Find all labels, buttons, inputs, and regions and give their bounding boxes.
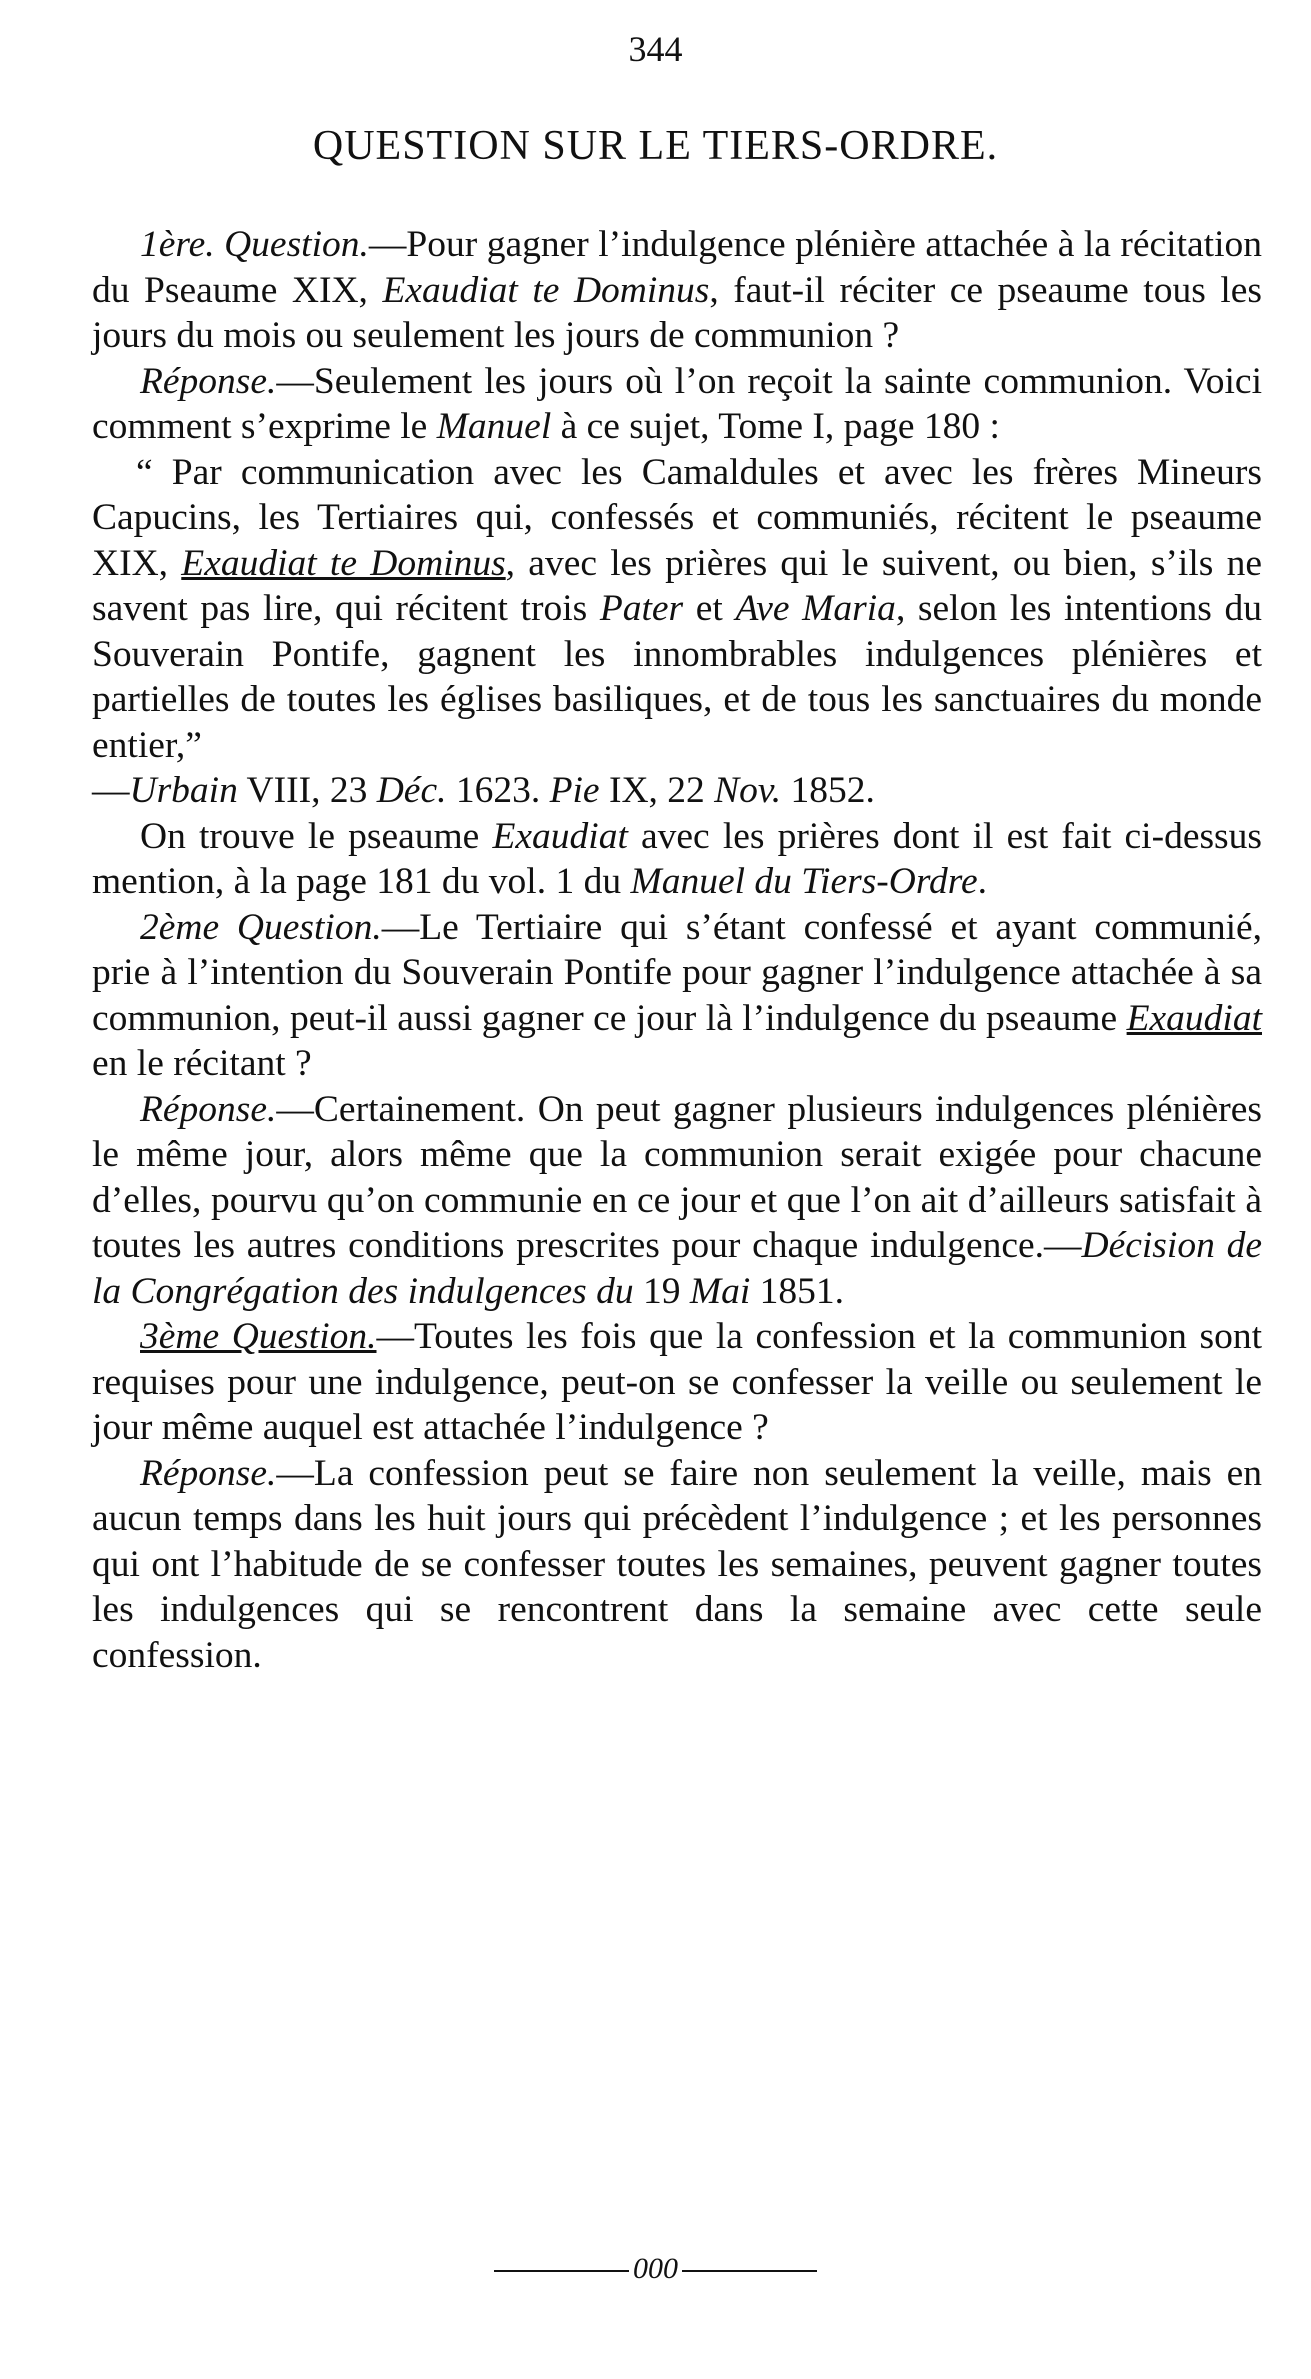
question-1 xyxy=(92,222,1262,359)
exaudiat-note-title: Exaudiat xyxy=(492,815,628,857)
question-3 xyxy=(92,1314,1262,1451)
question-1-psalm-title: Exaudiat te Dominus xyxy=(382,269,710,311)
answer-2-label: Réponse. xyxy=(140,1088,277,1130)
answer-1-manual: Manuel xyxy=(436,406,552,447)
question-1-text: —Pour gagner l’indulgence plénière attachée à la récitation du Pseaume XIX, xyxy=(92,224,1262,311)
quote-part-2: , avec les prières qui le suivent, ou bien, s’ils ne savent pas lire, qui récitent trois xyxy=(92,542,1262,629)
question-1-label: 1ère. Question. xyxy=(140,224,369,265)
exaudiat-note-text-2: avec les prières dont il est fait ci-dessus mention, à la page 181 du vol. 1 du xyxy=(92,815,1262,902)
page-number: 344 xyxy=(628,29,683,69)
answer-2-date: 19 xyxy=(633,1270,690,1312)
separator-line-right xyxy=(682,2270,817,2272)
answer-2-decision: Décision de la Congrégation des indulgences du xyxy=(92,1225,1262,1312)
answer-2-year: 1851. xyxy=(750,1270,845,1312)
question-2-label: 2ème Question. xyxy=(140,906,382,948)
question-1-text-end: , faut-il réciter ce pseaume tous les jours du mois ou seulement les jours de communion ? xyxy=(92,269,1262,356)
question-3-label: 3ème Question. xyxy=(140,1316,377,1357)
answer-2 xyxy=(92,1087,1262,1315)
separator-line-left xyxy=(494,2270,629,2272)
answer-1-text-end: à ce sujet, Tome I, page 180 : xyxy=(551,406,1000,447)
citation-urbain: Urbain xyxy=(129,770,238,811)
exaudiat-note-text: On trouve le pseaume xyxy=(140,815,493,857)
quote-paragraph xyxy=(92,450,1262,769)
answer-3-label: Réponse. xyxy=(140,1452,277,1494)
citation-nov: Nov. xyxy=(714,770,782,811)
answer-1-label: Réponse. xyxy=(140,360,277,402)
citation-pie-rest: IX, 22 xyxy=(599,770,715,811)
exaudiat-note-manual: Manuel du Tiers-Ordre xyxy=(630,861,978,902)
exaudiat-note xyxy=(92,814,1262,905)
citation-year-1: 1623. xyxy=(446,770,550,811)
answer-1-text: —Seulement les jours où l’on reçoit la sainte communion. Voici comment s’exprime le xyxy=(92,360,1262,447)
answer-2-month: Mai xyxy=(689,1270,751,1312)
quote-pater: Pater xyxy=(599,588,684,629)
answer-1 xyxy=(92,359,1262,450)
citation-dec: Déc. xyxy=(376,770,447,811)
citation-dash: — xyxy=(92,770,130,811)
answer-3 xyxy=(92,1451,1262,1679)
exaudiat-note-text-3: . xyxy=(977,861,988,902)
body-text xyxy=(92,222,1262,1678)
question-2 xyxy=(92,905,1262,1087)
question-2-text-end: en le récitant ? xyxy=(92,1043,312,1084)
quote-part-4: , selon les intentions du Souverain Pontife, gagnent les innombrables indulgences plénières et partielles de toutes les églises basiliques, et de tous les sanctuaires du monde entier,” xyxy=(92,588,1262,766)
quote-ave-maria: Ave Maria xyxy=(735,588,896,629)
page-title: QUESTION SUR LE TIERS-ORDRE. xyxy=(312,123,999,169)
question-2-exaudiat: Exaudiat xyxy=(1126,997,1262,1039)
quote-part-3: et xyxy=(683,588,736,629)
section-separator xyxy=(0,2252,1311,2286)
quote-psalm-title: Exaudiat te Dominus xyxy=(181,542,506,584)
separator-text: 000 xyxy=(633,2252,678,2285)
answer-2-text: —Certainement. On peut gagner plusieurs indulgences plénières le même jour, alors même que la communion serait exigée pour chacune d’elles, pourvu qu’on communie en ce jour et que l’on ait d’ailleurs satisfait à toutes les autres conditions prescrites pour chaque indulgence.— xyxy=(92,1088,1262,1266)
citation-urbain-rest: VIII, 23 xyxy=(237,770,377,811)
citation-line xyxy=(92,768,1262,814)
question-2-text: —Le Tertiaire qui s’étant confessé et ayant communié, prie à l’intention du Souverain Pontife pour gagner l’indulgence attachée à sa communion, peut-il aussi gagner ce jour là l’indulgence du pseaume xyxy=(92,906,1263,1039)
citation-pie: Pie xyxy=(549,770,600,811)
quote-part-1: “ Par communication avec les Camaldules et avec les frères Mineurs Capucins, les Tertiaires qui, confessés et communiés, récitent le pseaume XIX, xyxy=(92,451,1262,584)
answer-3-text: —La confession peut se faire non seulement la veille, mais en aucun temps dans les huit jours qui précèdent l’indulgence ; et les personnes qui ont l’habitude de se confesser toutes les semaines, peuvent gagner toutes les indulgences qui se rencontrent dans la semaine avec cette seule confession. xyxy=(92,1452,1262,1676)
question-3-text: —Toutes les fois que la confession et la communion sont requises pour une indulgence, peut-on se confesser la veille ou seulement le jour même auquel est attachée l’indulgence ? xyxy=(92,1316,1263,1448)
citation-year-2: 1852. xyxy=(781,770,875,811)
